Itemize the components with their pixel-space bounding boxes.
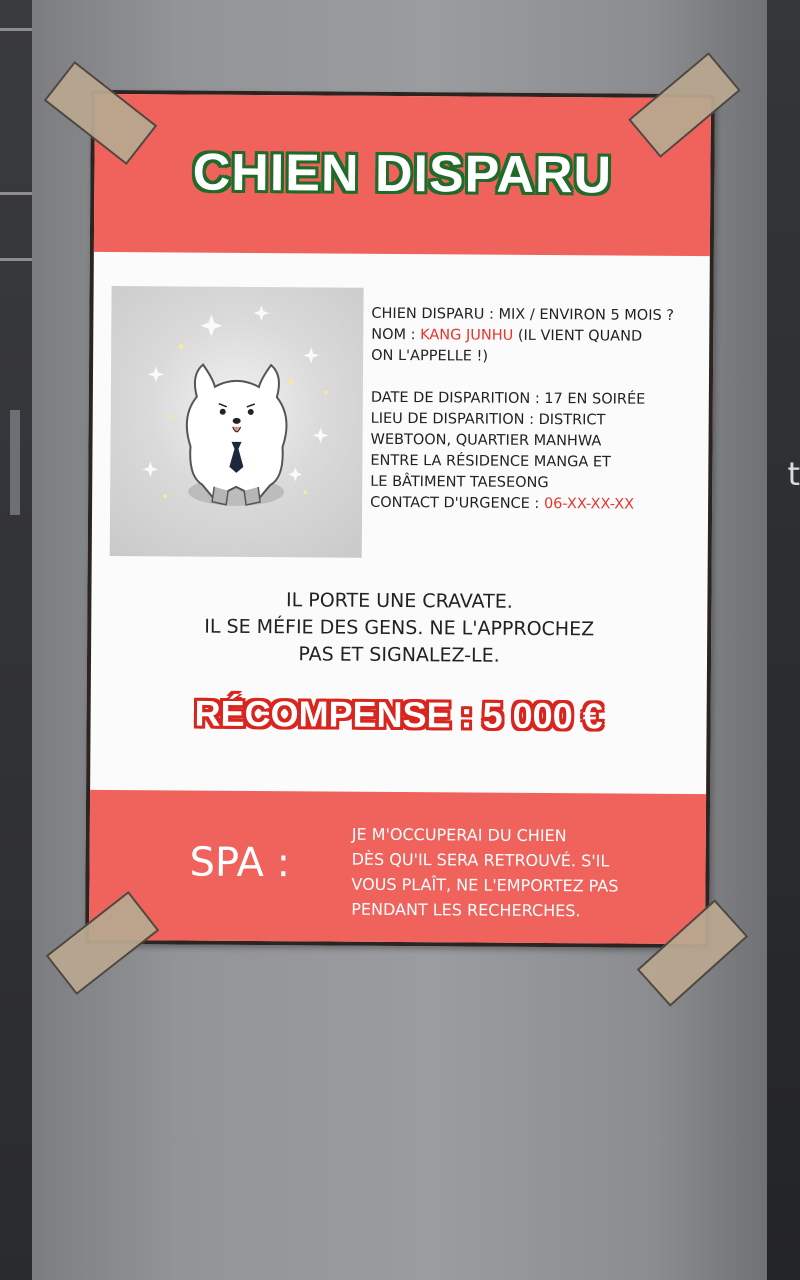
spa-label: SPA :: [189, 839, 291, 887]
notice-line: IL PORTE UNE CRAVATE.: [285, 589, 513, 613]
dog-name: KANG JUNHU: [420, 327, 514, 344]
detail-contact-line: [370, 493, 715, 516]
dog-notice: [91, 586, 708, 671]
detail-line: LIEU DE DISPARITION : DISTRICT: [370, 410, 606, 429]
spa-message: [351, 822, 697, 924]
poster-title: CHIEN DISPARU: [192, 143, 613, 205]
spa-line: VOUS PLAÎT, NE L'EMPORTEZ PAS: [351, 874, 619, 896]
contact-prefix: CONTACT D'URGENCE :: [370, 494, 545, 513]
dog-photo: [110, 286, 364, 558]
detail-line: DATE DE DISPARITION : 17 EN SOIRÉE: [370, 389, 646, 408]
detail-name-line: [371, 325, 716, 348]
railing-post: [10, 410, 20, 515]
spa-line: JE M'OCCUPERAI DU CHIEN: [351, 824, 567, 846]
reward-text: RÉCOMPENSE : 5 000 €: [194, 692, 603, 737]
detail-line: CHIEN DISPARU : MIX / ENVIRON 5 MOIS ?: [371, 305, 675, 324]
detail-line: ON L'APPELLE !): [371, 347, 489, 365]
lost-dog-poster: [85, 90, 715, 948]
dog-details: [370, 304, 716, 516]
name-prefix: NOM :: [371, 326, 421, 344]
spa-line: DÈS QU'IL SERA RETROUVÉ. S'IL: [351, 849, 610, 871]
background-text-fragment: t: [787, 455, 800, 493]
notice-line: IL SE MÉFIE DES GENS. NE L'APPROCHEZ: [204, 615, 595, 641]
detail-line: LE BÂTIMENT TAESEONG: [370, 473, 549, 492]
contact-number: 06-XX-XX-XX: [543, 496, 635, 513]
name-suffix: (IL VIENT QUAND: [513, 327, 643, 345]
detail-line: ENTRE LA RÉSIDENCE MANGA ET: [370, 452, 611, 471]
detail-line: WEBTOON, QUARTIER MANHWA: [370, 431, 602, 450]
notice-line: PAS ET SIGNALEZ-LE.: [298, 643, 500, 667]
white-dog-illustration: [110, 286, 364, 558]
spa-line: PENDANT LES RECHERCHES.: [351, 899, 581, 921]
